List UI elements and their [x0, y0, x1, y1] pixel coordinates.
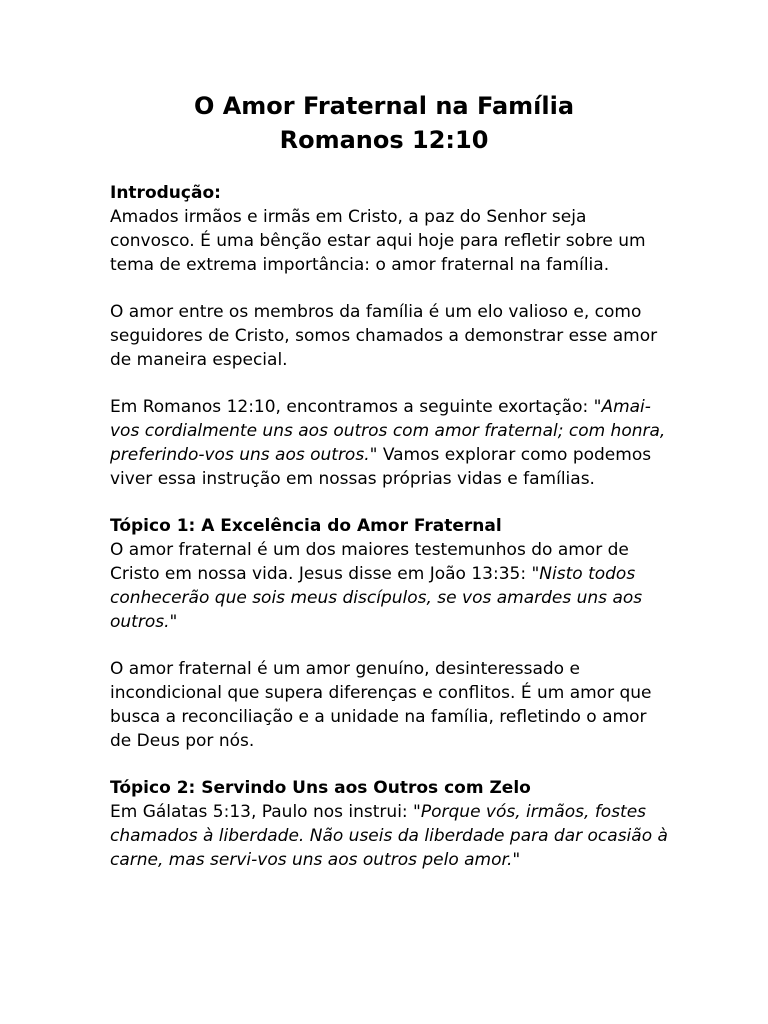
- topic-2-paragraph-1-lead: Em Gálatas 5:13, Paulo nos instrui:: [110, 802, 414, 822]
- paragraph-spacer: [110, 634, 670, 657]
- joao-quote: "Nisto todos conhecerão que sois meus discípulos, se vos amardes uns aos outros.: [110, 564, 643, 632]
- document-title: O Amor Fraternal na Família: [193, 92, 575, 120]
- intro-paragraph-3-lead: Em Romanos 12:10, encontramos a seguinte exortação:: [110, 397, 594, 417]
- intro-heading: Introdução:: [110, 183, 221, 203]
- intro-paragraph-1: Amados irmãos e irmãs em Cristo, a paz do Senhor seja convosco. É uma bênção estar aqui hoje para refletir sobre um tema de extrema importância: o amor fraternal na família.: [110, 207, 646, 275]
- topic-1-paragraph-1-tail: ": [169, 612, 178, 632]
- paragraph-spacer: [110, 277, 670, 300]
- galatas-quote: "Porque vós, irmãos, fostes chamados à liberdade. Não useis da liberdade para dar ocasião à carne, mas servi-vos uns aos outros pelo amor.": [110, 802, 668, 870]
- topic-2-heading: Tópico 2: Servindo Uns aos Outros com Zelo: [110, 778, 531, 798]
- intro-paragraph-3-tail: " Vamos explorar como podemos viver essa instrução em nossas próprias vidas e famílias.: [110, 445, 652, 489]
- intro-paragraph-3: [110, 395, 670, 491]
- topic-1-paragraph-1: [110, 538, 670, 634]
- romanos-quote: "Amai-vos cordialmente uns aos outros com amor fraternal; com honra, preferindo-vos uns aos outros.: [110, 397, 666, 465]
- intro-paragraph-2: O amor entre os membros da família é um elo valioso e, como seguidores de Cristo, somos chamados a demonstrar esse amor de maneira especial.: [110, 302, 658, 370]
- paragraph-spacer: [110, 491, 670, 514]
- topic-1-paragraph-1-lead: O amor fraternal é um dos maiores testemunhos do amor de Cristo em nossa vida. Jesus disse em João 13:35:: [110, 540, 629, 584]
- topic-1-paragraph-2: O amor fraternal é um amor genuíno, desinteressado e incondicional que supera diferenças e conflitos. É um amor que busca a reconciliação e a unidade na família, refletindo o amor de Deus por nós.: [110, 659, 652, 751]
- topic-2-paragraph-1: [110, 800, 670, 872]
- paragraph-spacer: [110, 372, 670, 395]
- document-subtitle-reference: Romanos 12:10: [279, 126, 489, 154]
- document-body: [110, 181, 670, 872]
- paragraph-spacer: [110, 753, 670, 776]
- topic-1-heading: Tópico 1: A Excelência do Amor Fraternal: [110, 516, 502, 536]
